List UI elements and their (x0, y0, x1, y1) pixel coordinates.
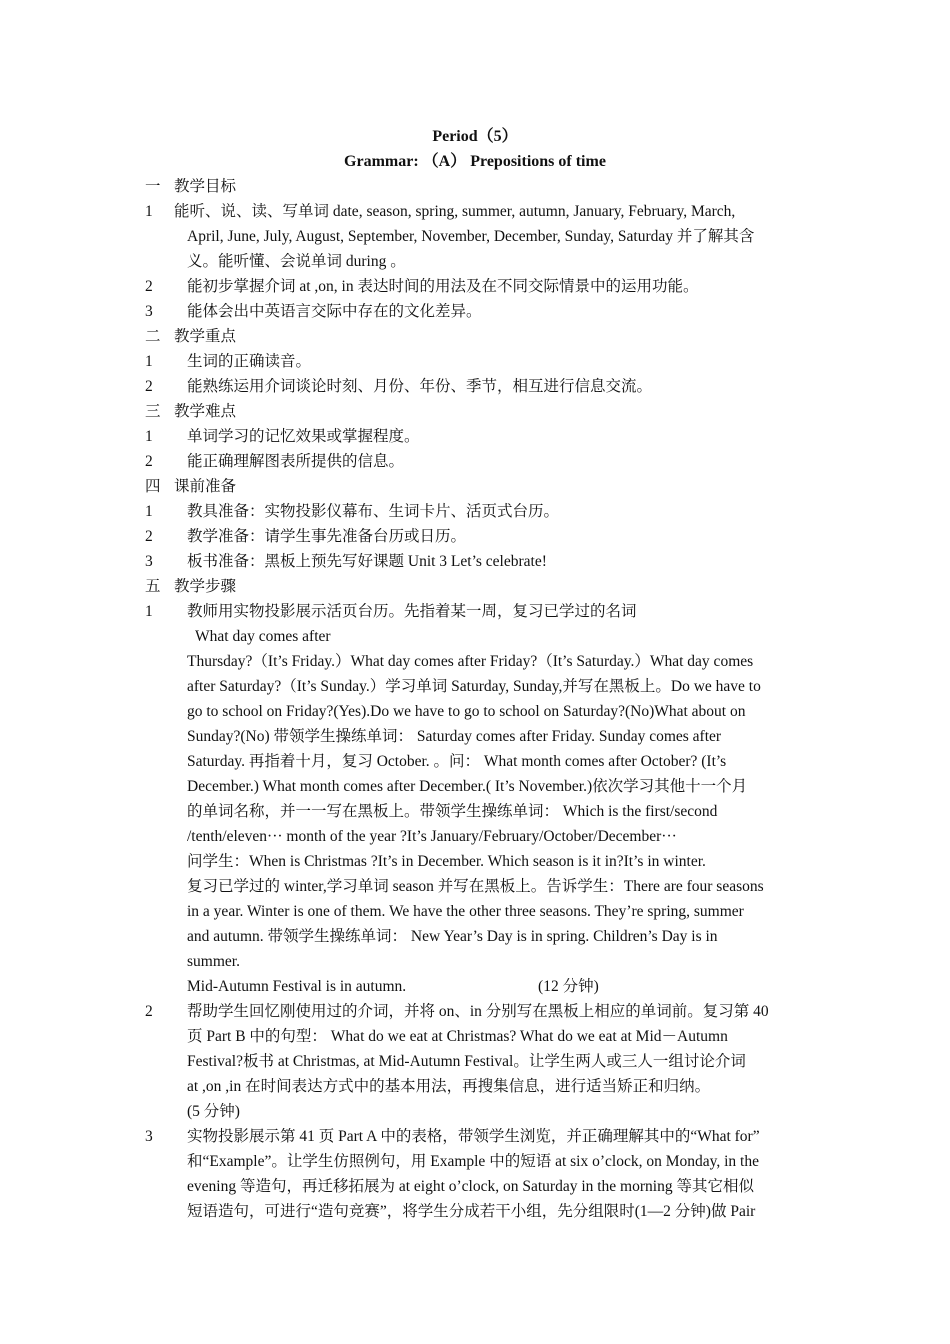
step-line: Festival?板书 at Christmas, at Mid-Autumn Festival。让学生两人或三人一组讨论介词 (187, 1053, 746, 1070)
list-item: 2 能初步掌握介词 at ,on, in 表达时间的用法及在不同交际情景中的运用功能。 (145, 278, 699, 295)
section-heading: 一 教学目标 (145, 178, 237, 195)
list-item-continuation: April, June, July, August, September, November, December, Sunday, Saturday 并了解其含 (187, 228, 755, 245)
list-item: 2 教学准备：请学生事先准备台历或日历。 (145, 528, 467, 545)
step-line: 和“Example”。让学生仿照例句，用 Example 中的短语 at six o’clock, on Monday, in the (187, 1153, 759, 1170)
step-time: (12 分钟) (538, 978, 599, 995)
list-item: 1 生词的正确读音。 (145, 353, 312, 370)
step-line: 短语造句，可进行“造句竞赛”，将学生分成若干小组，先分组限时(1—2 分钟)做 Pair (187, 1203, 756, 1220)
step-line: December.) What month comes after December.( It’s November.)依次学习其他十一个月 (187, 778, 748, 795)
step-item: 1 教师用实物投影展示活页台历。先指着某一周，复习已学过的名词 (145, 603, 637, 620)
step-line: Saturday. 再指着十月，复习 October. 。问： What month comes after October? (It’s (187, 753, 727, 770)
step-line: (5 分钟) (187, 1103, 240, 1120)
step-line: 问学生：When is Christmas ?It’s in December. Which season is it in?It’s in winter. (187, 853, 706, 870)
step-line: evening 等造句，再迁移拓展为 at eight o’clock, on Saturday in the morning 等其它相似 (187, 1178, 754, 1195)
section-heading: 三 教学难点 (145, 403, 237, 420)
step-line: Thursday?（It’s Friday.）What day comes after Friday?（It’s Saturday.）What day comes (187, 653, 754, 670)
step-line: /tenth/eleven··· month of the year ?It’s January/February/October/December··· (187, 828, 677, 845)
step-line: go to school on Friday?(Yes).Do we have to go to school on Saturday?(No)What about on (187, 703, 746, 720)
list-item: 1 单词学习的记忆效果或掌握程度。 (145, 428, 420, 445)
list-item-continuation: 义。能听懂、会说单词 during 。 (187, 253, 406, 270)
list-item: 1 能听、说、读、写单词 date, season, spring, summer, autumn, January, February, March, (145, 203, 736, 220)
page-title: Period（5） (432, 128, 518, 145)
page-subtitle: Grammar: （A） Prepositions of time (344, 153, 606, 170)
step-line: 的单词名称，并一一写在黑板上。带领学生操练单词： Which is the first/second (187, 803, 718, 820)
step-item: 3 实物投影展示第 41 页 Part A 中的表格，带领学生浏览，并正确理解其中的“What for” (145, 1128, 760, 1145)
section-heading: 二 教学重点 (145, 328, 237, 345)
step-item: 2 帮助学生回忆刚使用过的介词，并将 on、in 分别写在黑板上相应的单词前。复习第 40 (145, 1003, 769, 1020)
list-item: 3 能体会出中英语言交际中存在的文化差异。 (145, 303, 482, 320)
list-item: 2 能熟练运用介词谈论时刻、月份、年份、季节，相互进行信息交流。 (145, 378, 653, 395)
section-heading: 四 课前准备 (145, 478, 237, 495)
step-line: after Saturday?（It’s Sunday.）学习单词 Saturday, Sunday,并写在黑板上。Do we have to (187, 678, 761, 695)
step-line: and autumn. 带领学生操练单词： New Year’s Day is in spring. Children’s Day is in (187, 928, 718, 945)
step-line: 复习已学过的 winter,学习单词 season 并写在黑板上。告诉学生：There are four seasons (187, 878, 764, 895)
step-line (145, 974, 808, 999)
list-item: 1 教具准备：实物投影仪幕布、生词卡片、活页式台历。 (145, 503, 560, 520)
step-line: summer. (187, 953, 240, 970)
list-item: 2 能正确理解图表所提供的信息。 (145, 453, 405, 470)
step-line: What day comes after (195, 628, 331, 645)
step-line: 页 Part B 中的句型： What do we eat at Christmas? What do we eat at Mid－Autumn (187, 1028, 728, 1045)
step-line: Sunday?(No) 带领学生操练单词： Saturday comes after Friday. Sunday comes after (187, 728, 722, 745)
document-body (145, 174, 808, 1224)
section-heading: 五 教学步骤 (145, 578, 237, 595)
step-line: in a year. Winter is one of them. We have the other three seasons. They’re spring, summer (187, 903, 744, 920)
step-tail-text: Mid-Autumn Festival is in autumn. (187, 978, 407, 995)
list-item: 3 板书准备：黑板上预先写好课题 Unit 3 Let’s celebrate! (145, 553, 547, 570)
step-line: at ,on ,in 在时间表达方式中的基本用法，再搜集信息，进行适当矫正和归纳。 (187, 1078, 711, 1095)
